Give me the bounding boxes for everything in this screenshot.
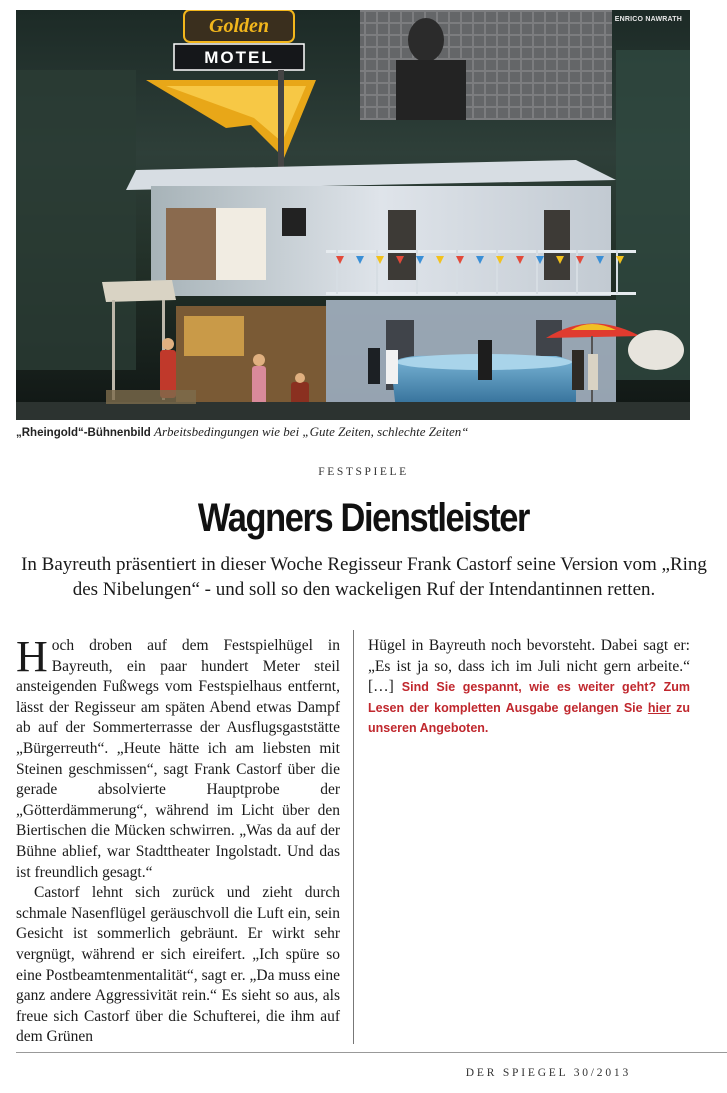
photo-caption — [16, 424, 706, 441]
paragraph-1-text: och droben auf dem Festspielhügel in Bayreuth, ein paar hundert Meter steil ansteigenden Fußwegs vom Festspielhaus entfernt, lässt der Regisseur am späten Abend etwas Dampf ab auf der Sommerterrasse der Ausflugsgaststätte „Bürgerreuth“. „Heute hätte ich am liebsten mit Steinen geschmissen“, sagt Frank Castorf über die gerade absolvierte Hauptprobe der „Götterdämmerung“, während im Licht über den Biertischen die Mücken schwirren. „Was da auf der Bühne ablief, war Stadttheater Ingolstadt. Und das ist freundlich gesagt.“ — [16, 637, 340, 881]
section-kicker: FESTSPIELE — [318, 466, 409, 478]
golden-motel-sign — [146, 10, 316, 180]
column-divider — [353, 630, 354, 1044]
issue-footer: DER SPIEGEL 30/2013 — [465, 1067, 631, 1079]
footer-rule — [16, 1052, 727, 1053]
sign-golden-text: Golden — [209, 15, 269, 37]
paragraph-1 — [16, 632, 340, 883]
gas-tank — [628, 330, 684, 370]
paragraph-2: Castorf lehnt sich zurück und zieht durch schmale Nasenflügel geräuschvoll die Luft ein, sein Gesicht ist sommerlich gebräunt. Er wirkt sehr vergnügt, während er sich eireifert. „Ich spüre so eine Postbeamtenmentalität“, sagt er. „Da muss eine ganz andere Aggressivität rein.“ Es sieht so aus, als freue sich Castorf über die Schufterei, die ihm auf dem Grünen — [16, 884, 340, 1046]
offers-link[interactable]: hier — [647, 700, 671, 715]
caption-text: Arbeitsbedingungen wie bei „Gute Zeiten, schlechte Zeiten“ — [154, 424, 469, 439]
stage-photo — [16, 10, 690, 420]
article-column-2 — [368, 636, 690, 739]
caption-label: „Rheingold“-Bühnenbild — [16, 427, 151, 439]
article-headline: Wagners Dienstleister — [197, 496, 530, 540]
drop-cap: H — [16, 632, 48, 681]
subscription-teaser — [368, 680, 690, 735]
teaser-text-before: Sind Sie gespannt, wie es weiter geht? Zum Lesen der kompletten Ausgabe gelangen Sie — [368, 680, 691, 715]
teaser-text-after: zu unseren Angeboten. — [368, 700, 690, 736]
photo-credit: ENRICO NAWRATH — [614, 16, 682, 23]
article-lead: In Bayreuth präsentiert in dieser Woche Regisseur Frank Castorf seine Version vom „Ring des Nibelungen“ - und soll so den wackeligen Ruf der Intendantinnen retten. — [21, 554, 707, 600]
paragraph-3 — [368, 636, 690, 739]
paragraph-3-text: Hügel in Bayreuth noch bevorsteht. Dabei sagt er: „Es ist ja so, dass ich im Juli nicht gern arbeite.“ […] — [368, 637, 690, 696]
stage-set-illustration — [16, 10, 690, 420]
sign-motel-text: MOTEL — [204, 48, 274, 67]
article-column-1 — [16, 632, 340, 1048]
